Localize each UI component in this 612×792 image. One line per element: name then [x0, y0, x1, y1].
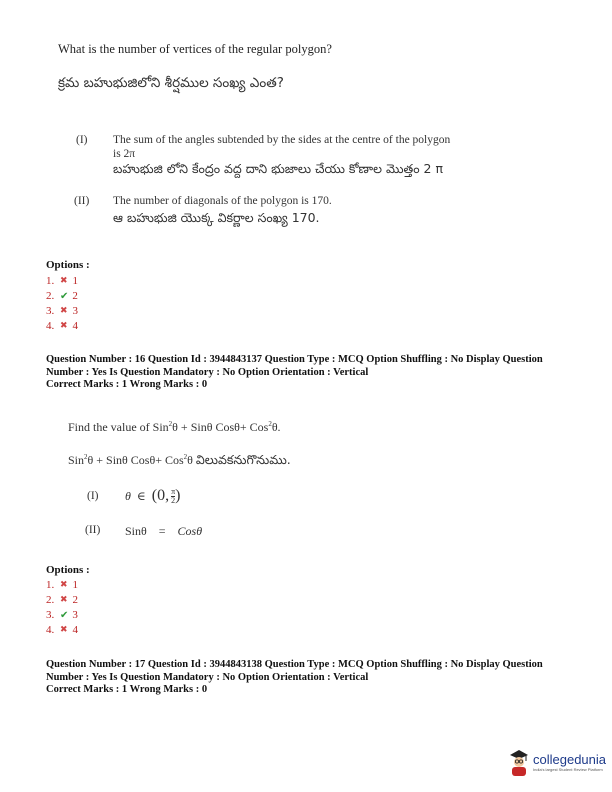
collegedunia-logo — [508, 748, 606, 776]
q16-stmt2-math: Sinθ = Cosθ — [125, 524, 203, 538]
q16-stmt2-num: (II) — [85, 524, 101, 536]
q16-options-title: Options : — [46, 564, 90, 576]
q16-meta — [46, 354, 606, 392]
q15-stmt2-num: (II) — [74, 195, 90, 207]
q16-text-te — [68, 452, 291, 471]
q16-meta-line3: Correct Marks : 1 Wrong Marks : 0 — [46, 379, 208, 390]
q16-text-en — [68, 420, 281, 435]
q15-options-list — [46, 274, 78, 334]
q15-text-en: What is the number of vertices of the regular polygon? — [58, 42, 332, 56]
q16-prefix-en: Find the value of — [68, 420, 150, 434]
logo-name: collegedunia — [533, 752, 607, 767]
q15-stmt1-te: బహుభుజి లోని కేంద్రం వద్ద దాని భుజాలు చేయు కోణాల మొత్తం 2 π — [113, 161, 443, 176]
q16-stmt1-num: (I) — [87, 490, 99, 502]
q16-option-4: 4. ✖ 4 — [46, 624, 79, 636]
q15-options-title: Options : — [46, 259, 90, 271]
q17-meta-line1: Question Number : 17 Question Id : 3944843138 Question Type : MCQ Option Shuffling : No Display Question — [46, 659, 543, 670]
q16-expression: Sin$^2$θ + Sinθ Cosθ+ Cos$^2$θ. — [152, 420, 281, 434]
check-mark-icon: ✔ — [60, 610, 69, 621]
q16-meta-line2: Number : Yes Is Question Mandatory : No Option Orientation : Vertical — [46, 366, 369, 378]
q15-stmt1-num: (I) — [76, 134, 88, 146]
q16-option-2: 2. ✖ 2 — [46, 594, 79, 606]
cross-mark-icon: ✖ — [60, 276, 68, 286]
cross-mark-icon: ✖ — [60, 321, 68, 331]
q15-text-te: క్రమ బహుభుజిలోని శీర్షముల సంఖ్య ఎంత? — [58, 75, 284, 91]
q15-stmt2-en: The number of diagonals of the polygon is 170. — [113, 195, 332, 207]
cross-mark-icon: ✖ — [60, 306, 68, 316]
q17-meta-line2: Number : Yes Is Question Mandatory : No Option Orientation : Vertical — [46, 671, 369, 683]
q16-prefix-te-tail: విలువకనుగొనుము. — [195, 452, 291, 467]
q16-expression-te: Sin$^2$θ + Sinθ Cosθ+ Cos$^2$θ — [68, 453, 193, 467]
q16-stmt1-math: θ ∈ (0, π 2 ) — [125, 486, 181, 505]
q15-stmt1-en-line2: is 2π — [113, 148, 136, 160]
q16-meta-line1: Question Number : 16 Question Id : 3944843137 Question Type : MCQ Option Shuffling : No Display Question — [46, 354, 543, 365]
q15-option-4: 4. ✖ 4 — [46, 320, 79, 332]
q17-meta-line3: Correct Marks : 1 Wrong Marks : 0 — [46, 684, 208, 695]
logo-tagline: India's largest Student Review Platform — [533, 767, 603, 772]
q15-option-3: 3. ✖ 3 — [46, 305, 79, 317]
q17-meta — [46, 659, 606, 697]
q15-stmt1-en-line1: The sum of the angles subtended by the sides at the centre of the polygon — [113, 134, 451, 146]
student-mascot-icon — [508, 748, 530, 776]
q16-option-1: 1. ✖ 1 — [46, 579, 79, 591]
cross-mark-icon: ✖ — [60, 580, 68, 590]
check-mark-icon: ✔ — [60, 291, 69, 302]
cross-mark-icon: ✖ — [60, 625, 68, 635]
q15-option-1: 1. ✖ 1 — [46, 275, 79, 287]
q15-option-2: 2. ✔ 2 — [46, 290, 78, 302]
q16-options-list — [46, 578, 78, 638]
q15-stmt2-te: ఆ బహుభుజి యొక్క వికర్ణాల సంఖ్య 170. — [113, 210, 320, 225]
q16-option-3: 3. ✔ 3 — [46, 609, 78, 621]
cross-mark-icon: ✖ — [60, 595, 68, 605]
